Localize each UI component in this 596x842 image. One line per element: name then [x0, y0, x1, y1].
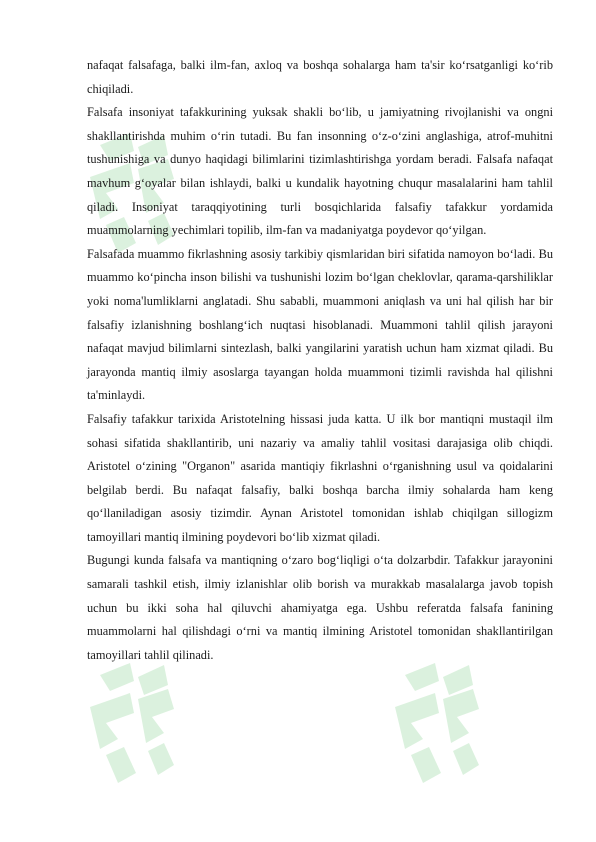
- watermark-logo-icon: [365, 655, 505, 795]
- paragraph: nafaqat falsafaga, balki ilm-fan, axloq va boshqa sohalarga ham ta'sir ko‘rsatganligi ko‘rib chiqiladi.: [87, 58, 553, 96]
- paragraph: Falsafiy tafakkur tarixida Aristotelning hissasi juda katta. U ilk bor mantiqni mustaqil ilm sohasi sifatida shakllantirib, uni nazariy va amaliy tahlil vositasi darajasiga olib chiqdi. Aristotel o‘zining "Organon" asarida mantiqiy fikrlashni o‘rganishning usul va qoidalarini belgilab berdi. Bu nafaqat falsafiy, balki boshqa barcha ilmiy sohalarda ham keng qo‘llaniladigan asosiy tizimdir. Aynan Aristotel tomonidan ishlab chiqilgan sillogizm tamoyillari mantiq ilmining poydevori bo‘lib xizmat qiladi.: [87, 411, 553, 544]
- paragraph: Falsafada muammo fikrlashning asosiy tarkibiy qismlaridan biri sifatida namoyon bo‘ladi. Bu muammo ko‘pincha inson bilishi va tushunishi lozim bo‘lgan cheklovlar, qarama-qarshiliklar yoki noma'lumliklarni anglatadi. Shu sababli, muammoni aniqlash va uni hal qilish har bir falsafiy izlanishning boshlang‘ich nuqtasi hisoblanadi. Muammoni tahlil qilish jarayoni nafaqat mavjud bilimlarni sintezlash, balki yangilarini yaratish uchun ham xizmat qiladi. Bu jarayonda mantiq ilmiy asoslarga tayangan holda muammoni tizimli ravishda hal qilishni ta'minlaydi.: [87, 246, 553, 403]
- paragraph: Bugungi kunda falsafa va mantiqning o‘zaro bog‘liqligi o‘ta dolzarbdir. Tafakkur jarayonini samarali tashkil etish, ilmiy izlanishlar olib borish va murakkab masalalarga javob topish uchun bu ikki soha hal qiluvchi ahamiyatga ega. Ushbu referatda falsafa fanining muammolarni hal qilishdagi o‘rni va mantiq ilmining Aristotel tomonidan shakllantirilgan tamoyillari tahlil qilinadi.: [87, 553, 553, 662]
- watermark-logo-icon: [60, 655, 200, 795]
- paragraph: Falsafa insoniyat tafakkurining yuksak shakli bo‘lib, u jamiyatning rivojlanishi va ongni shakllantirishda muhim o‘rin tutadi. Bu fan insonning o‘z-o‘zini anglashiga, atrof-muhitni tushunishiga va dunyo haqidagi bilimlarini tizimlashtirishga yordam beradi. Falsafa nafaqat mavhum g‘oyalar bilan ishlaydi, balki u kundalik hayotning chuqur masalalarini ham tahlil qiladi. Insoniyat taraqqiyotining turli bosqichlarida falsafiy tafakkur yordamida muammolarning yechimlari topilib, ilm-fan va madaniyatga poydevor qo‘yilgan.: [87, 105, 553, 238]
- body-text: [87, 54, 553, 667]
